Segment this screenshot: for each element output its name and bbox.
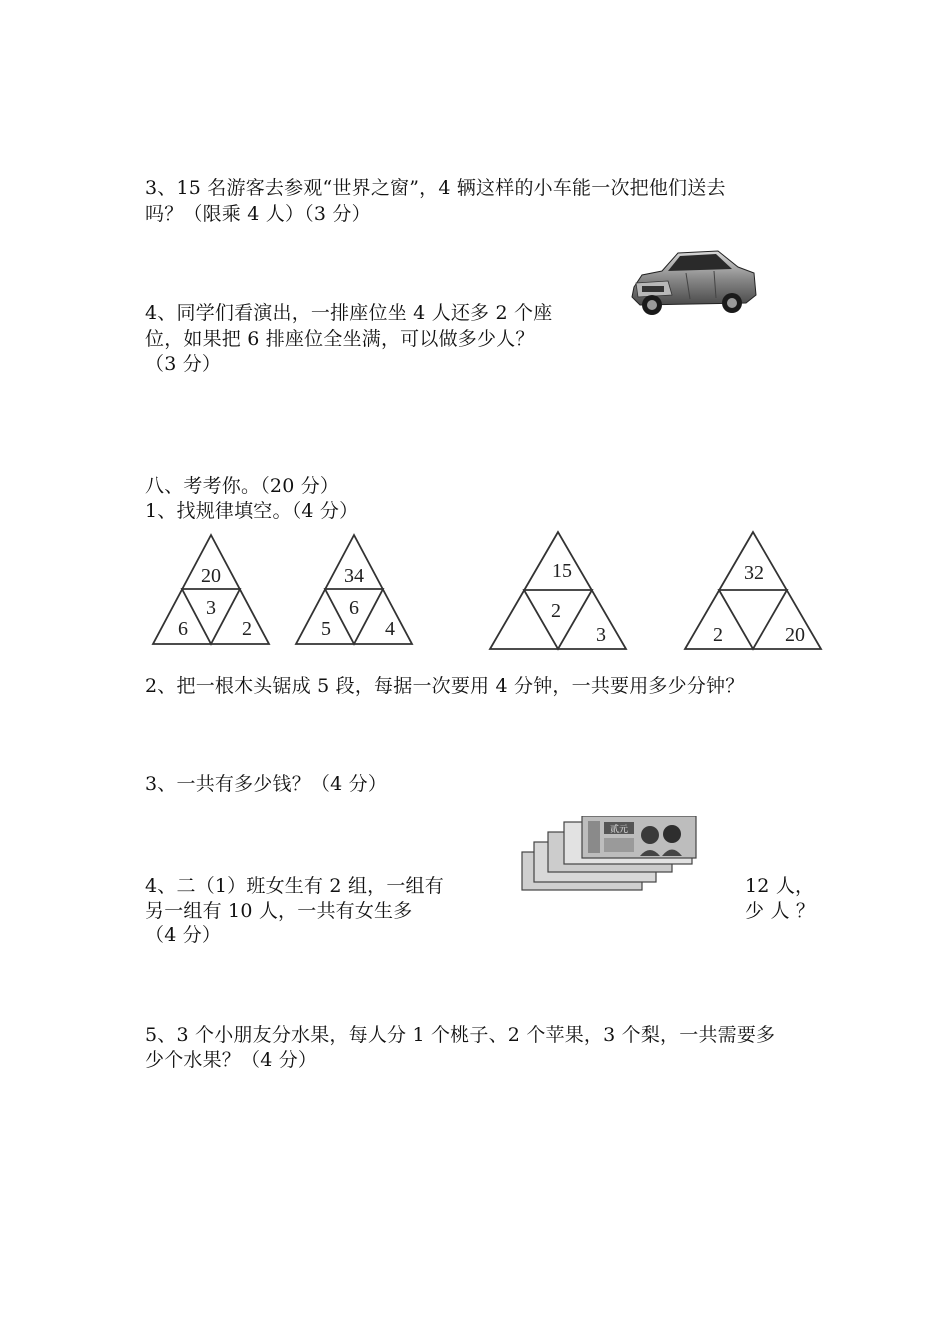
section8-p5-line1: 5、3 个小朋友分水果，每人分 1 个桃子、2 个苹果，3 个梨，一共需要多 xyxy=(145,1024,776,1046)
tri2-right: 4 xyxy=(385,618,395,640)
q4-line1: 4、同学们看演出，一排座位坐 4 人还多 2 个座 xyxy=(145,302,553,324)
triangle-puzzle-4 xyxy=(682,529,824,653)
banknote-stack-image xyxy=(520,816,700,894)
q4-line3: （3 分） xyxy=(145,353,222,375)
tri4-top: 32 xyxy=(744,562,764,584)
tri1-middle: 3 xyxy=(206,597,216,619)
tri3-right: 3 xyxy=(596,624,606,646)
triangle-puzzle-3 xyxy=(487,529,629,653)
q4-line2: 位，如果把 6 排座位全坐满，可以做多少人？ xyxy=(145,328,535,350)
tri3-top: 15 xyxy=(552,560,572,582)
section8-p1: 1、找规律填空。（4 分） xyxy=(145,500,359,522)
section8-p3: 3、一共有多少钱？（4 分） xyxy=(145,773,388,795)
tri2-top: 34 xyxy=(344,565,364,587)
q3-line1: 3、15 名游客去参观“世界之窗”，4 辆这样的小车能一次把他们送去 xyxy=(145,177,726,199)
tri4-right: 20 xyxy=(785,624,805,646)
tri3-middle: 2 xyxy=(551,600,561,622)
tri1-left: 6 xyxy=(178,618,188,640)
section8-p4-line2-right: 少 人 ？ xyxy=(745,900,816,922)
car-image xyxy=(628,243,758,321)
tri4-left: 2 xyxy=(713,624,723,646)
triangle-puzzle-1 xyxy=(150,532,272,648)
tri1-right: 2 xyxy=(242,618,252,640)
section8-p4-line1-right: 12 人， xyxy=(745,875,815,897)
q3-line2: 吗？（限乘 4 人）（3 分） xyxy=(145,203,371,225)
tri2-middle: 6 xyxy=(349,597,359,619)
triangle-puzzle-2 xyxy=(293,532,415,648)
section8-p4-line2-left: 另一组有 10 人，一共有女生多 xyxy=(145,900,413,922)
tri1-top: 20 xyxy=(201,565,221,587)
section8-p2: 2、把一根木头锯成 5 段，每据一次要用 4 分钟，一共要用多少分钟？ xyxy=(145,675,745,697)
section8-p5-line2: 少个水果？（4 分） xyxy=(145,1049,318,1071)
tri2-left: 5 xyxy=(321,618,331,640)
section8-p4-line3: （4 分） xyxy=(145,924,222,946)
section8-p4-line1-left: 4、二（1）班女生有 2 组，一组有 xyxy=(145,875,444,897)
section8-title: 八、考考你。（20 分） xyxy=(145,475,340,497)
banknote-text: 贰元 xyxy=(609,825,629,835)
